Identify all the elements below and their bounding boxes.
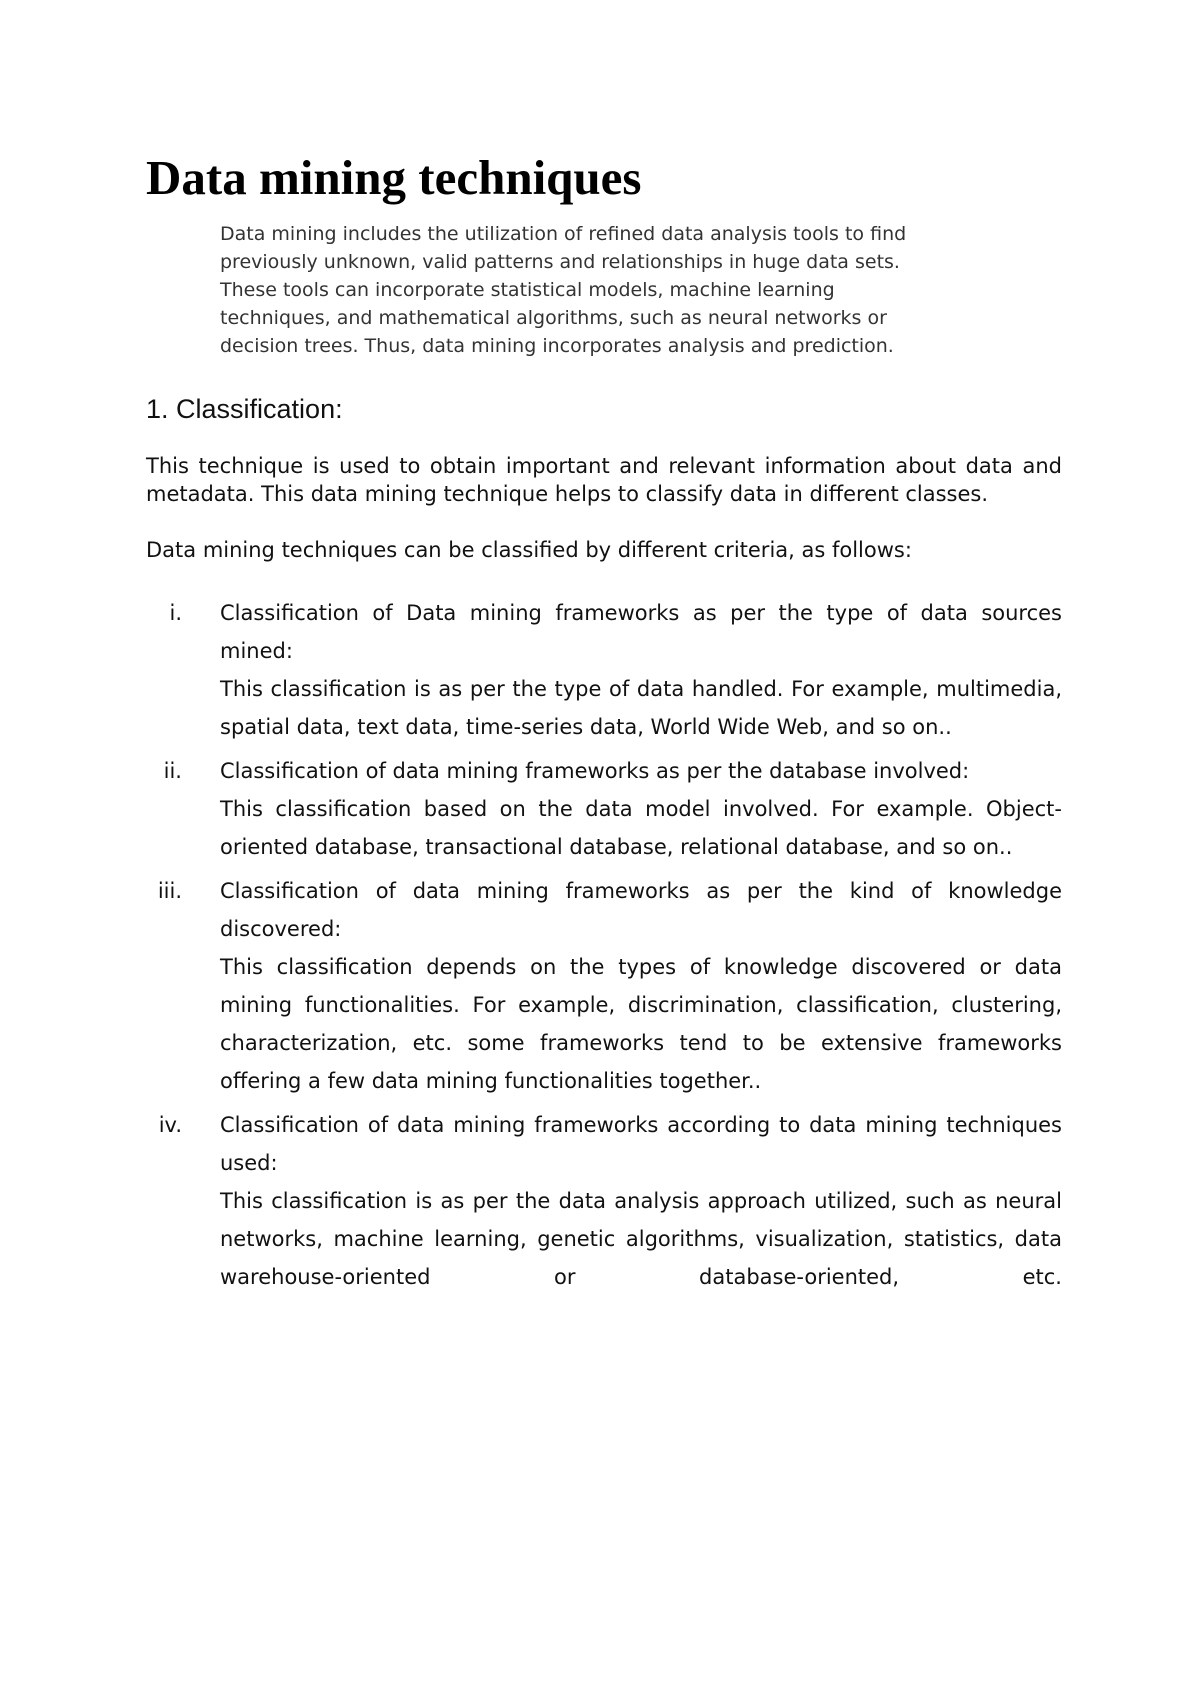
criteria-heading: Classification of data mining frameworks according to data mining techniques used: — [220, 1113, 1062, 1175]
criteria-numeral: iv. — [158, 1113, 182, 1137]
criteria-heading: Classification of Data mining frameworks as per the type of data sources mined: — [220, 601, 1062, 663]
intro-line: previously unknown, valid patterns and relationships in huge data sets. — [220, 251, 900, 273]
document-title: Data mining techniques — [146, 150, 642, 205]
criteria-body: This classification based on the data model involved. For example. Object-oriented database, transactional database, relational database, and so on.. — [220, 797, 1062, 859]
criteria-numeral: i. — [169, 601, 182, 625]
criteria-list — [146, 594, 1062, 1296]
criteria-item — [146, 594, 1062, 746]
document-page — [146, 150, 1062, 1302]
criteria-item — [146, 752, 1062, 866]
criteria-item — [146, 872, 1062, 1100]
criteria-numeral: ii. — [163, 759, 182, 783]
intro-line: decision trees. Thus, data mining incorporates analysis and prediction. — [220, 335, 894, 357]
criteria-heading: Classification of data mining frameworks as per the database involved: — [220, 759, 970, 783]
intro-line: techniques, and mathematical algorithms, such as neural networks or — [220, 307, 887, 329]
criteria-heading: Classification of data mining frameworks as per the kind of knowledge discovered: — [220, 879, 1062, 941]
intro-line: Data mining includes the utilization of refined data analysis tools to find — [220, 223, 907, 245]
criteria-item — [146, 1106, 1062, 1296]
criteria-body: This classification is as per the data analysis approach utilized, such as neural networks, machine learning, genetic algorithms, visualization, statistics, data warehouse-oriented or database-oriented, etc. — [220, 1189, 1062, 1289]
criteria-body: This classification depends on the types of knowledge discovered or data mining functionalities. For example, discrimination, classification, clustering, characterization, etc. some frameworks tend to be extensive frameworks offering a few data mining functionalities together.. — [220, 955, 1062, 1093]
intro-paragraph — [220, 220, 1040, 360]
criteria-body: This classification is as per the type of data handled. For example, multimedia, spatial data, text data, time-series data, World Wide Web, and so on.. — [220, 677, 1062, 739]
classification-description: This technique is used to obtain important and relevant information about data and metadata. This data mining technique helps to classify data in different classes. — [146, 454, 1062, 506]
intro-line: These tools can incorporate statistical models, machine learning — [220, 279, 835, 301]
criteria-numeral: iii. — [157, 879, 182, 903]
section-heading-classification: 1. Classification: — [146, 394, 343, 424]
criteria-intro: Data mining techniques can be classified by different criteria, as follows: — [146, 538, 912, 562]
